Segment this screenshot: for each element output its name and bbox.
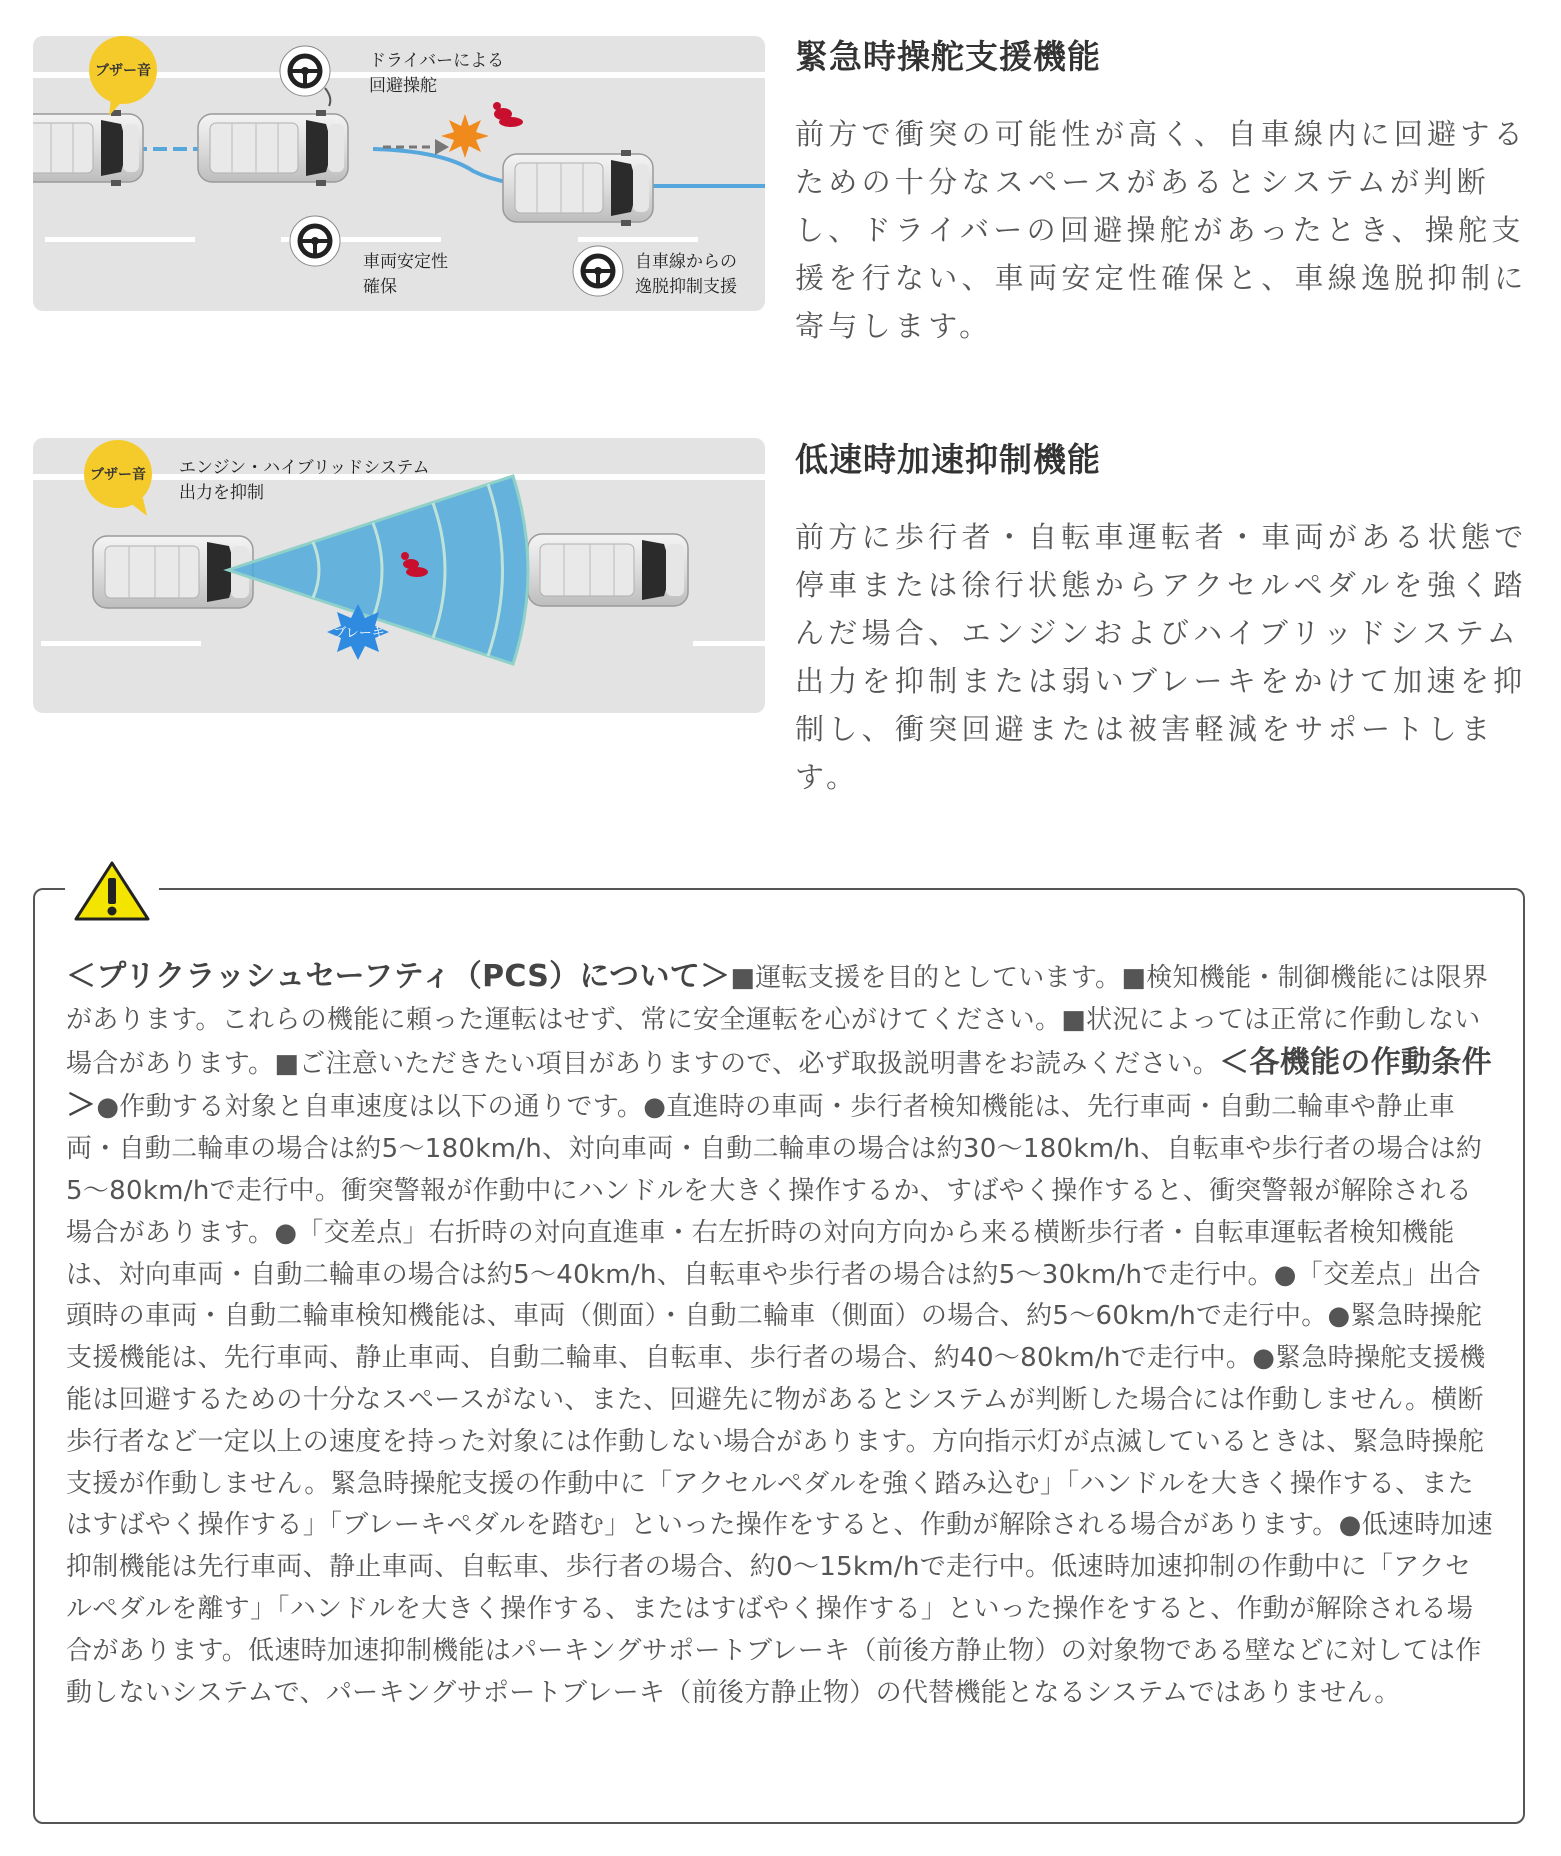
vehicle-avoided	[503, 150, 653, 226]
low-speed-acceleration-illustration	[33, 438, 765, 713]
vehicle-rear	[33, 110, 143, 186]
feature-description: 前方で衝突の可能性が高く、自車線内に回避するための十分なスペースがあるとシステムが判断し、ドライバーの回避操舵があったとき、操舵支援を行ない、車両安定性確保と、車線逸脱抑制に寄与します。	[795, 117, 1528, 343]
caution-conditions-text: ●作動する対象と自車速度は以下の通りです。●直進時の車両・歩行者検知機能は、先行車両・自動二輪車や静止車両・自動二輪車の場合は約5～180km/h、対向車両・自動二輪車の場合は約30～180km/h、自転車や歩行者の場合は約5～80km/hで走行中。衝突警報が作動中にハンドルを大きく操作するか、すばやく操作すると、衝突警報が解除される場合があります。●「交差点」右折時の対向直進車・右左折時の対向方向から来る横断歩行者・自転車運転者検知機能は、対向車両・自動二輪車の場合は約5～40km/h、自転車や歩行者の場合は約5～30km/hで走行中。●「交差点」出合頭時の車両・自動二輪車検知機能は、車両（側面）・自動二輪車（側面）の場合、約5～60km/hで走行中。●緊急時操舵支援機能は、先行車両、静止車両、自動二輪車、自転車、歩行者の場合、約40～80km/hで走行中。●緊急時操舵支援機能は回避するための十分なスペースがない、また、回避先に物があるとシステムが判断した場合には作動しません。横断歩行者など一定以上の速度を持った対象には作動しない場合があります。方向指示灯が点滅しているときは、緊急時操舵支援が作動しません。緊急時操舵支援の作動中に「アクセルペダルを強く踏み込む」「ハンドルを大きく操作する、またはすばやく操作する」「ブレーキペダルを踏む」といった操作をすると、作動が解除される場合があります。●低速時加速抑制機能は先行車両、静止車両、自転車、歩行者の場合、約0～15km/hで走行中。低速時加速抑制の作動中に「アクセルペダルを離す」「ハンドルを大きく操作する、またはすばやく操作する」といった操作をすると、作動が解除される場合があります。低速時加速抑制機能はパーキングサポートブレーキ（前後方静止物）の対象物である壁などに対しては作動しないシステムで、パーキングサポートブレーキ（前後方静止物）の代替機能となるシステムではありません。	[66, 1092, 1494, 1708]
buzzer-bubble	[84, 440, 152, 516]
pedestrian-icon	[493, 102, 523, 127]
driver-steer-label-1: ドライバーによる	[369, 51, 505, 71]
caution-box	[33, 888, 1525, 1824]
brake-label: ブレーキ	[333, 626, 385, 641]
lane-support-label-2: 逸脱抑制支援	[635, 277, 737, 297]
steering-wheel-icon	[573, 246, 623, 296]
driver-steer-label-2: 回避操舵	[369, 76, 437, 96]
buzzer-bubble	[89, 36, 157, 116]
collision-burst-icon	[441, 114, 489, 158]
steering-wheel-icon	[290, 216, 340, 266]
feature-title: 低速時加速抑制機能	[795, 440, 1101, 479]
vehicle-ahead	[528, 534, 688, 606]
caution-heading-conditions: ＜各機能の作動条件＞	[66, 1044, 1492, 1124]
caution-heading-pcs: ＜プリクラッシュセーフティ（PCS）について＞	[66, 959, 731, 994]
engine-label-1: エンジン・ハイブリッドシステム	[179, 458, 430, 478]
warning-triangle-icon	[65, 860, 159, 922]
steering-wheel-icon	[280, 46, 330, 96]
stability-label-2: 確保	[363, 277, 397, 297]
buzzer-label: ブザー音	[90, 467, 146, 483]
stability-label-1: 車両安定性	[363, 252, 448, 272]
emergency-steering-diagram	[33, 36, 765, 311]
caution-text	[66, 956, 1496, 1714]
engine-label-2: 出力を抑制	[179, 483, 264, 503]
buzzer-label: ブザー音	[95, 63, 151, 79]
emergency-steering-illustration	[33, 36, 765, 311]
vehicle-own	[198, 110, 348, 186]
low-speed-acceleration-diagram	[33, 438, 765, 713]
caution-pcs-text: ■運転支援を目的としています。■検知機能・制御機能には限界があります。これらの機能に頼った運転はせず、常に安全運転を心がけてください。■状況によっては正常に作動しない場合があります。■ご注意いただきたい項目がありますので、必ず取扱説明書をお読みください。	[66, 963, 1489, 1079]
feature-description: 前方に歩行者・自転車運転者・車両がある状態で停車または徐行状態からアクセルペダルを強く踏んだ場合、エンジンおよびハイブリッドシステム出力を抑制または弱いブレーキをかけて加速を抑制し、衝突回避または被害軽減をサポートします。	[795, 520, 1528, 794]
vehicle-own	[93, 536, 253, 608]
feature-title: 緊急時操舵支援機能	[795, 37, 1101, 76]
lane-support-label-1: 自車線からの	[635, 252, 737, 272]
